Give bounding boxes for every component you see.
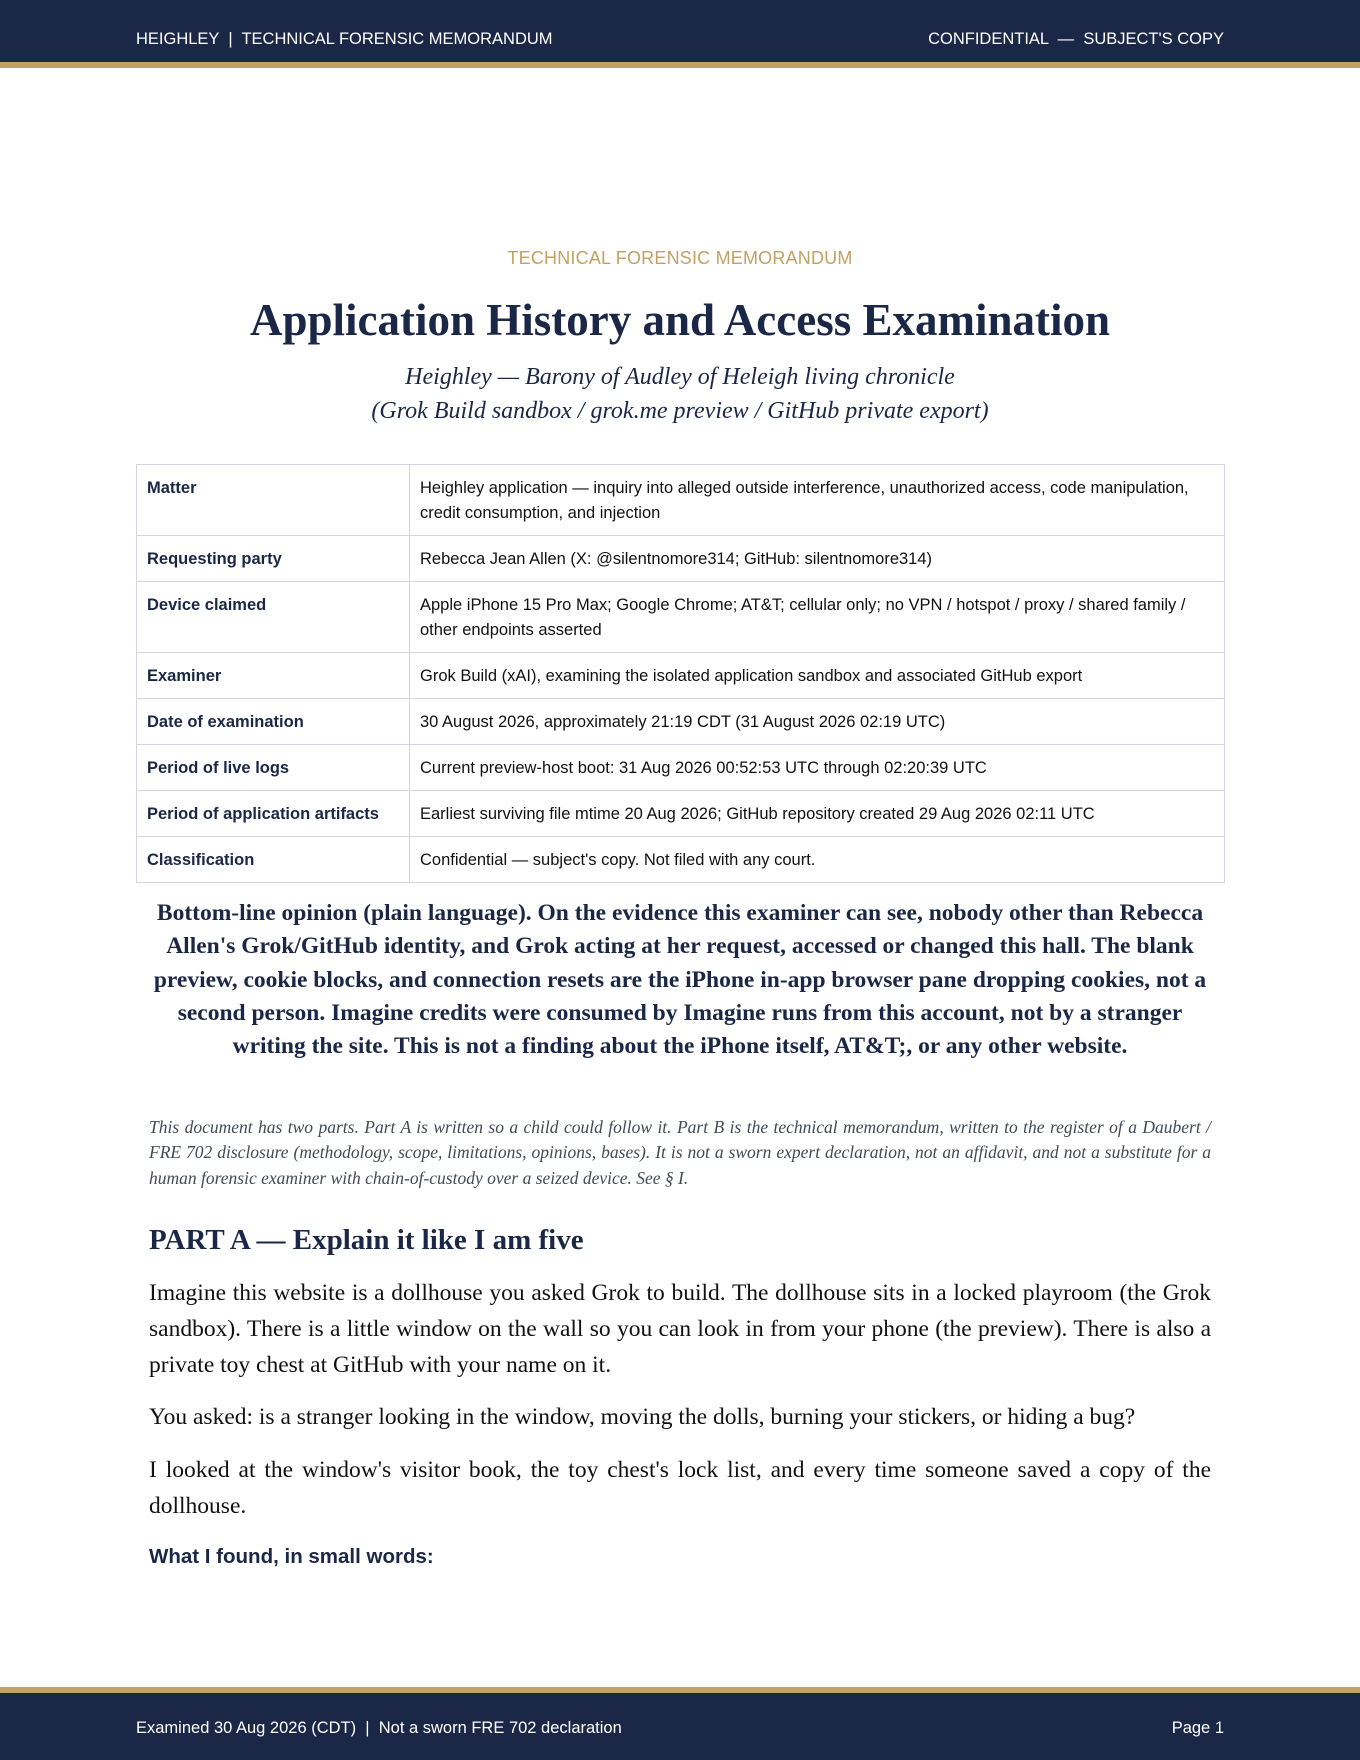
row-value: Current preview-host boot: 31 Aug 2026 00:52:53 UTC through 02:20:39 UTC xyxy=(410,745,1225,791)
table-row xyxy=(137,699,1225,745)
header-right-text: CONFIDENTIAL — SUBJECT'S COPY xyxy=(928,30,1224,48)
document-scope-note: This document has two parts. Part A is written so a child could follow it. Part B is the technical memorandum, written to the register of a Daubert / FRE 702 disclosure (methodology, scope, limitations, opinions, bases). It is not a sworn expert declaration, not an affidavit, and not a substitute for a human forensic examiner with chain-of-custody over a seized device. See § I. xyxy=(149,1117,1211,1188)
bottom-line-opinion: Bottom-line opinion (plain language). On the evidence this examiner can see, nobody other than Rebecca Allen's Grok/GitHub identity, and Grok acting at her request, accessed or changed this hall. The blank preview, cookie blocks, and connection resets are the iPhone in-app browser pane dropping cookies, not a second person. Imagine credits were consumed by Imagine runs from this account, not by a stranger writing the site. This is not a finding about the iPhone itself, AT&T;, or any other website. xyxy=(153,900,1207,1060)
part-a-paragraph-2: You asked: is a stranger looking in the window, moving the dolls, burning your stickers, or hiding a bug? xyxy=(149,1404,1136,1430)
row-value: Confidential — subject's copy. Not filed with any court. xyxy=(410,837,1225,883)
subtitle-line-2: (Grok Build sandbox / grok.me preview / GitHub private export) xyxy=(371,398,989,424)
table-row xyxy=(137,582,1225,653)
row-key: Examiner xyxy=(137,653,410,699)
footer-left-text: Examined 30 Aug 2026 (CDT) | Not a sworn FRE 702 declaration xyxy=(136,1719,622,1737)
table-row xyxy=(137,536,1225,582)
matter-metadata-table xyxy=(136,464,1225,883)
row-value: 30 August 2026, approximately 21:19 CDT (31 August 2026 02:19 UTC) xyxy=(410,699,1225,745)
document-title: Application History and Access Examination xyxy=(249,295,1111,345)
table-row xyxy=(137,837,1225,883)
row-key: Period of application artifacts xyxy=(137,791,410,837)
row-key: Device claimed xyxy=(137,582,410,653)
document-kicker: TECHNICAL FORENSIC MEMORANDUM xyxy=(507,248,853,268)
running-footer xyxy=(0,1687,1360,1760)
running-header xyxy=(0,0,1360,68)
row-key: Date of examination xyxy=(137,699,410,745)
row-key: Requesting party xyxy=(137,536,410,582)
row-value: Heighley application — inquiry into alleged outside interference, unauthorized access, code manipulation, credit consumption, and injection xyxy=(410,465,1225,536)
table-row xyxy=(137,745,1225,791)
row-key: Classification xyxy=(137,837,410,883)
part-a-paragraph-1: Imagine this website is a dollhouse you asked Grok to build. The dollhouse sits in a locked playroom (the Grok sandbox). There is a little window on the wall so you can look in from your phone (the preview). There is also a private toy chest at GitHub with your name on it. xyxy=(149,1280,1211,1378)
row-value: Rebecca Jean Allen (X: @silentnomore314; GitHub: silentnomore314) xyxy=(410,536,1225,582)
header-left-text: HEIGHLEY | TECHNICAL FORENSIC MEMORANDUM xyxy=(136,30,553,48)
row-value: Earliest surviving file mtime 20 Aug 2026; GitHub repository created 29 Aug 2026 02:11 UTC xyxy=(410,791,1225,837)
table-row xyxy=(137,465,1225,536)
part-a-heading: PART A — Explain it like I am five xyxy=(149,1224,584,1256)
part-a-paragraph-3: I looked at the window's visitor book, the toy chest's lock list, and every time someone saved a copy of the dollhouse. xyxy=(149,1457,1211,1519)
document-subtitle xyxy=(0,360,1360,428)
table-row xyxy=(137,653,1225,699)
page-number: Page 1 xyxy=(1171,1719,1224,1737)
findings-lead-in: What I found, in small words: xyxy=(149,1545,434,1568)
row-value: Apple iPhone 15 Pro Max; Google Chrome; AT&T; cellular only; no VPN / hotspot / proxy / shared family / other endpoints asserted xyxy=(410,582,1225,653)
table-row xyxy=(137,791,1225,837)
row-key: Matter xyxy=(137,465,410,536)
subtitle-line-1: Heighley — Barony of Audley of Heleigh living chronicle xyxy=(405,364,955,390)
row-value: Grok Build (xAI), examining the isolated application sandbox and associated GitHub export xyxy=(410,653,1225,699)
row-key: Period of live logs xyxy=(137,745,410,791)
